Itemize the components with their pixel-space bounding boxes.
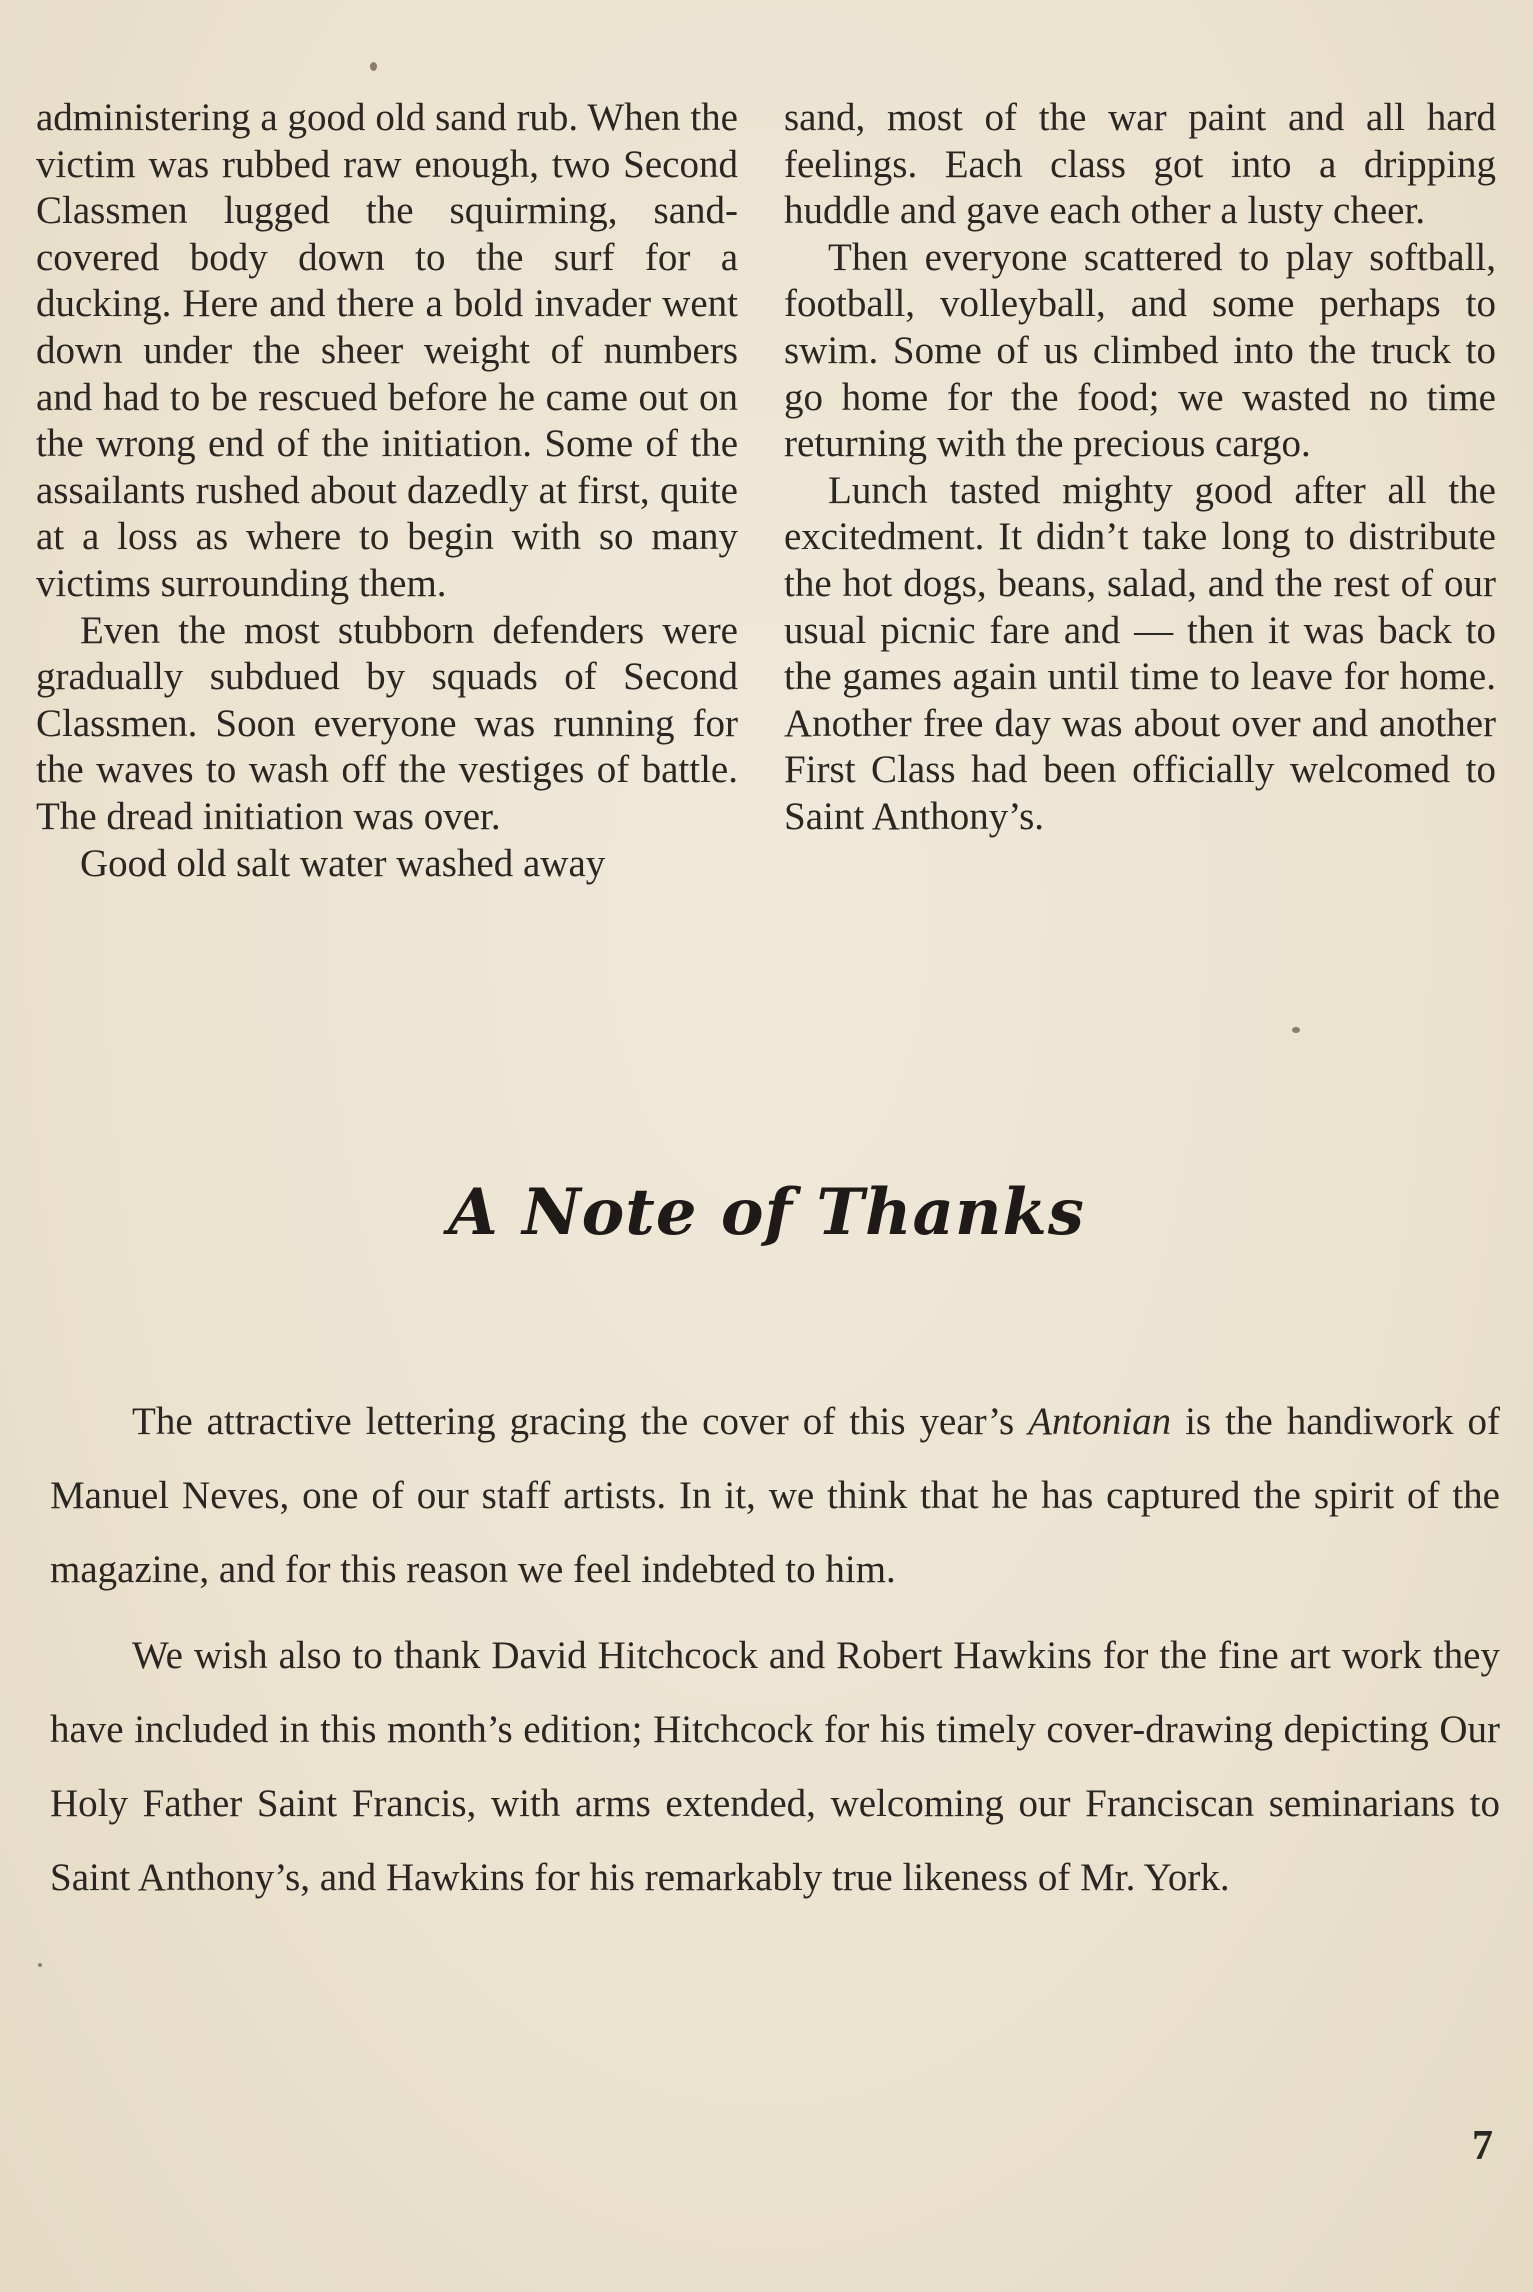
right-paragraph-2: Then everyone scattered to play softball, football, volleyball, and some perhaps to swim. Some of us climbed into the truck to go home for the food; we wasted no time returning with the precious cargo.: [784, 235, 1496, 466]
thanks-paragraph-2: We wish also to thank David Hitchcock and Robert Hawkins for the fine art work they have included in this month’s edition; Hitchcock for his timely cover-drawing depicting Our Holy Father Saint Francis, with arms extended, welcoming our Franciscan seminarians to Saint Anthony’s, and Hawkins for his remarkably true likeness of Mr. York.: [50, 1634, 1500, 1899]
section-heading: A Note of Thanks: [448, 1175, 1085, 1250]
thanks-section: [50, 1385, 1500, 1927]
page-number: 7: [1472, 2123, 1493, 2169]
right-column: [784, 95, 1496, 887]
left-column: [36, 95, 738, 887]
thanks-p1-after: is the handiwork of Manuel Neves, one of our staff artists. In it, we think that he has captured the spirit of the magazine, and for this reason we feel indebted to him.: [50, 1400, 1500, 1591]
left-paragraph-1: administering a good old sand rub. When the victim was rubbed raw enough, two Second Classmen lugged the squirming, sand-covered body down to the surf for a ducking. Here and there a bold invader went down under the sheer weight of numbers and had to be rescued before he came out on the wrong end of the initiation. Some of the assailants rushed about dazedly at first, quite at a loss as where to begin with so many victims surrounding them.: [36, 96, 738, 605]
magazine-title: Antonian: [1028, 1400, 1172, 1443]
right-paragraph-1: sand, most of the war paint and all hard feelings. Each class got into a dripping huddle and gave each other a lusty cheer.: [784, 96, 1496, 233]
paper-speck: [38, 1963, 42, 1967]
right-paragraph-3: Lunch tasted mighty good after all the excitedment. It didn’t take long to distribute the hot dogs, beans, salad, and the rest of our usual picnic fare and — then it was back to the games again until time to leave for home. Another free day was about over and another First Class had been officially welcomed to Saint Anthony’s.: [784, 468, 1496, 838]
thanks-paragraph-1: [50, 1385, 1500, 1607]
paper-speck: [370, 62, 377, 71]
left-paragraph-2: Even the most stubborn defenders were gradually subdued by squads of Second Classmen. Soon everyone was running for the waves to wash off the vestiges of battle. The dread initiation was over.: [36, 608, 738, 838]
article-columns: [36, 95, 1496, 887]
paper-speck: [1292, 1027, 1300, 1033]
thanks-p1-before: The attractive lettering gracing the cover of this year’s: [132, 1400, 1029, 1443]
left-paragraph-3: Good old salt water washed away: [80, 841, 606, 885]
